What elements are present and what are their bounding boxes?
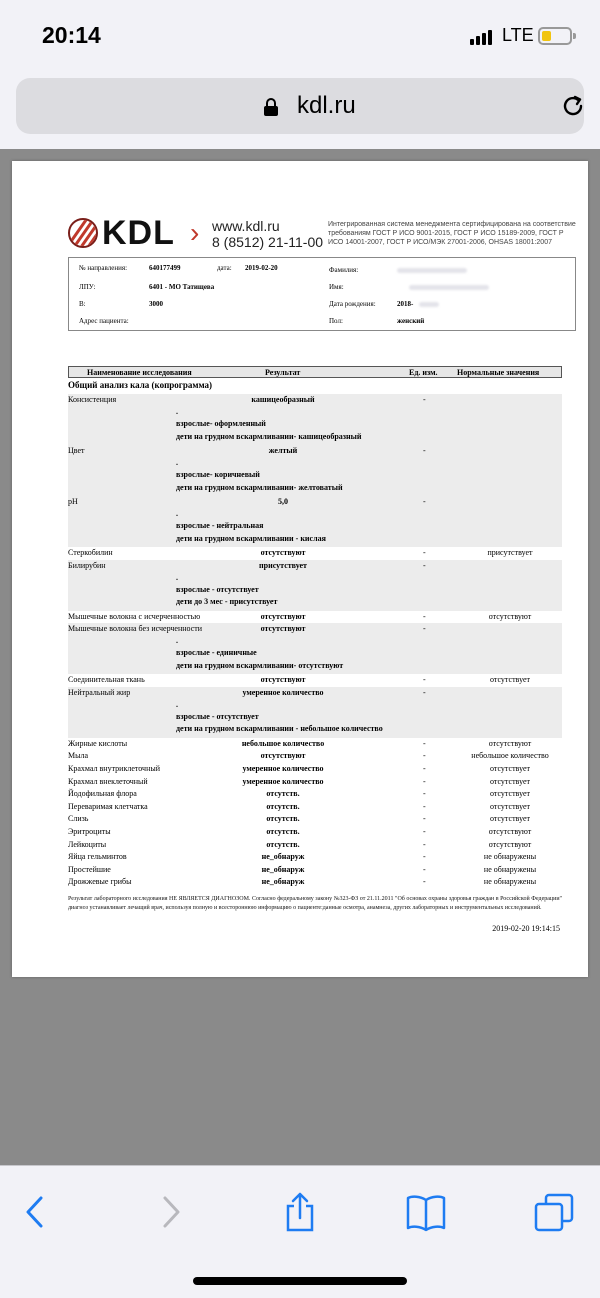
row-unit: - bbox=[423, 864, 426, 874]
row-sub-note: дети на грудном вскармливании - кислая bbox=[176, 533, 326, 543]
row-norm: отсутствуют bbox=[488, 611, 532, 621]
table-row bbox=[68, 611, 562, 624]
row-name: Соединительная ткань bbox=[68, 675, 145, 685]
home-indicator bbox=[193, 1277, 407, 1285]
row-sub-note: дети на грудном вскармливании- отсутствуют bbox=[176, 660, 344, 670]
pdf-page bbox=[12, 161, 588, 977]
row-sub-dot: . bbox=[176, 407, 178, 416]
col-unit: Ед. изм. bbox=[409, 368, 438, 377]
row-name: Мышечные волокна с исчерченностью bbox=[68, 611, 201, 621]
row-result: умеренное количество bbox=[242, 764, 324, 773]
site-url: www.kdl.ru bbox=[212, 218, 280, 234]
row-sub-note: взрослые- оформленный bbox=[176, 419, 266, 428]
table-row bbox=[68, 864, 562, 877]
row-unit: - bbox=[423, 738, 426, 748]
row-sub-note: дети на грудном вскармливании - небольшое количество bbox=[176, 724, 383, 734]
col-norm: Нормальные значения bbox=[457, 368, 540, 377]
battery-icon bbox=[538, 27, 572, 45]
row-sub-dot: . bbox=[176, 509, 178, 518]
chevron-icon: › bbox=[190, 217, 200, 248]
row-unit: - bbox=[423, 687, 426, 697]
row-unit: - bbox=[423, 395, 426, 404]
address-bar[interactable] bbox=[16, 78, 584, 134]
table-row bbox=[68, 750, 562, 763]
table-row bbox=[68, 394, 562, 445]
kdl-logo: KDL bbox=[68, 216, 216, 252]
row-unit: - bbox=[423, 764, 426, 773]
sex-value: женский bbox=[397, 317, 425, 325]
row-sub-note: взрослые - отсутствует bbox=[176, 584, 259, 594]
reload-icon[interactable] bbox=[560, 93, 586, 119]
row-result: умеренное количество bbox=[242, 687, 324, 697]
row-sub-dot: . bbox=[176, 699, 178, 709]
doctor-value: 3000 bbox=[149, 300, 163, 308]
table-row bbox=[68, 813, 562, 826]
redacted-birth bbox=[419, 302, 439, 307]
table-row bbox=[68, 547, 562, 560]
row-norm: отсутствуют bbox=[488, 839, 532, 849]
bookmarks-icon[interactable] bbox=[404, 1190, 448, 1234]
col-name: Наименование исследования bbox=[87, 368, 192, 377]
url-text: kdl.ru bbox=[297, 92, 356, 119]
table-row bbox=[68, 623, 562, 674]
logo-ball-icon bbox=[68, 218, 98, 248]
name-label: Имя: bbox=[329, 283, 344, 291]
table-row bbox=[68, 788, 562, 801]
row-unit: - bbox=[423, 814, 426, 824]
lpu-value: 6401 - МО Татищева bbox=[149, 283, 215, 291]
row-name: Консистенция bbox=[68, 395, 117, 404]
row-result: отсутствуют bbox=[260, 548, 306, 557]
row-norm: не обнаружены bbox=[483, 877, 537, 887]
table-row bbox=[68, 687, 562, 738]
row-unit: - bbox=[423, 751, 426, 761]
row-name: Мышечные волокна без исчерченности bbox=[68, 624, 203, 634]
row-result: отсутств. bbox=[266, 839, 300, 849]
sex-label: Пол: bbox=[329, 317, 343, 325]
row-sub-note: дети на грудном вскармливании- кашицеобразный bbox=[176, 431, 362, 441]
back-icon[interactable] bbox=[14, 1190, 58, 1234]
date-label: дата: bbox=[217, 264, 232, 272]
table-row bbox=[68, 776, 562, 789]
row-name: Стеркобилин bbox=[68, 548, 113, 557]
row-unit: - bbox=[423, 877, 426, 887]
row-name: pH bbox=[68, 497, 78, 506]
row-sub-dot: . bbox=[176, 458, 178, 467]
row-name: Жирные кислоты bbox=[68, 738, 128, 748]
row-sub-note: взрослые- коричневый bbox=[176, 470, 260, 479]
signal-icon bbox=[470, 29, 494, 45]
row-unit: - bbox=[423, 675, 426, 685]
table-row bbox=[68, 801, 562, 814]
row-unit: - bbox=[423, 611, 426, 621]
document-viewer[interactable] bbox=[0, 149, 600, 1165]
row-name: Йодофильная флора bbox=[68, 789, 137, 799]
row-name: Мыла bbox=[68, 751, 89, 761]
lpu-label: ЛПУ: bbox=[79, 283, 96, 291]
row-norm: не обнаружены bbox=[483, 864, 537, 874]
timestamp: 2019-02-20 19:14:15 bbox=[492, 924, 560, 933]
row-norm: отсутствуют bbox=[488, 827, 532, 836]
row-norm: отсутствует bbox=[489, 801, 531, 811]
network-label: LTE bbox=[502, 25, 534, 45]
row-norm: отсутствуют bbox=[488, 738, 532, 748]
row-result: желтый bbox=[268, 446, 298, 455]
table-row bbox=[68, 560, 562, 611]
row-unit: - bbox=[423, 446, 426, 455]
row-sub-note: дети на грудном вскармливании- желтоватый bbox=[176, 482, 343, 492]
row-norm: отсутствует bbox=[489, 814, 531, 824]
table-row bbox=[68, 839, 562, 852]
row-result: отсутств. bbox=[266, 789, 300, 799]
row-name: Эритроциты bbox=[68, 827, 111, 836]
row-result: кашицеобразный bbox=[251, 395, 315, 404]
row-result: умеренное количество bbox=[242, 776, 324, 786]
date-value: 2019-02-20 bbox=[245, 264, 278, 272]
row-result: отсутствуют bbox=[260, 675, 306, 685]
row-result: небольшое количество bbox=[241, 738, 325, 748]
disclaimer: Результат лабораторного исследования НЕ ЯВЛЯЕТСЯ ДИАГНОЗОМ. Согласно федеральному закону №323-ФЗ от 21.11.2011 "Об основах охраны здоровья граждан в Российской Федерации" диагноз устанавливает лечащий врач, используя полную и всестороннюю информацию о пациенте:данные осмотра, анамнеза, других лабораторных и инструментальных исследований. bbox=[68, 896, 562, 911]
row-unit: - bbox=[423, 560, 426, 570]
row-result: отсутств. bbox=[266, 801, 300, 811]
table-row bbox=[68, 826, 562, 839]
certification-text: Интегрированная система менеджмента сертифицирована на соответствие требованиям ГОСТ Р ИСО 9001-2015, ГОСТ Р ИСО 15189-2009, ГОСТ Р ИСО 14001-2007, ГОСТ Р ИСО/МЭК 27001-2006, OHSAS 18001:2007 bbox=[328, 221, 576, 246]
row-sub-note: взрослые - единичные bbox=[176, 648, 257, 658]
row-unit: - bbox=[423, 497, 426, 506]
redacted-surname bbox=[397, 268, 467, 273]
row-result: отсутствуют bbox=[260, 624, 306, 634]
row-norm: отсутствует bbox=[489, 776, 531, 786]
row-sub-note: взрослые - отсутствует bbox=[176, 711, 259, 721]
row-name: Простейшие bbox=[68, 864, 111, 874]
row-result: 5,0 bbox=[278, 497, 288, 506]
row-unit: - bbox=[423, 789, 426, 799]
table-row bbox=[68, 674, 562, 687]
redacted-name bbox=[409, 285, 489, 290]
row-result: не_обнаруж bbox=[261, 864, 305, 874]
table-row bbox=[68, 851, 562, 864]
lock-icon bbox=[264, 98, 278, 116]
row-result: не_обнаруж bbox=[261, 852, 305, 862]
row-unit: - bbox=[423, 776, 426, 786]
status-bar bbox=[0, 0, 600, 70]
row-norm: отсутствует bbox=[489, 789, 531, 799]
row-norm: небольшое количество bbox=[471, 751, 549, 761]
table-header bbox=[68, 366, 562, 378]
referral-label: № направления: bbox=[79, 264, 128, 272]
row-unit: - bbox=[423, 827, 426, 836]
row-result: отсутствуют bbox=[260, 611, 306, 621]
table-row bbox=[68, 445, 562, 496]
row-name: Крахмал внеклеточный bbox=[68, 776, 148, 786]
row-name: Переваримая клетчатка bbox=[68, 801, 148, 811]
row-sub-note: дети до 3 мес - присутствует bbox=[176, 597, 278, 607]
tabs-icon[interactable] bbox=[532, 1190, 576, 1234]
section-title: Общий анализ кала (копрограмма) bbox=[68, 380, 213, 390]
row-norm: отсутствует bbox=[489, 675, 531, 685]
table-row bbox=[68, 876, 562, 889]
row-name: Слизь bbox=[68, 814, 89, 824]
referral-value: 640177499 bbox=[149, 264, 181, 272]
patient-info bbox=[68, 257, 576, 331]
row-unit: - bbox=[423, 839, 426, 849]
address-label: Адрес пациента: bbox=[79, 317, 129, 325]
table-row bbox=[68, 496, 562, 547]
row-norm: отсутствует bbox=[489, 764, 531, 773]
row-result: отсутств. bbox=[266, 814, 300, 824]
phone-number: 8 (8512) 21-11-00 bbox=[212, 234, 324, 250]
share-icon[interactable] bbox=[278, 1190, 322, 1234]
row-sub-dot: . bbox=[176, 636, 178, 646]
col-result: Результат bbox=[265, 368, 301, 377]
table-row bbox=[68, 763, 562, 776]
row-name: Билирубин bbox=[68, 560, 106, 570]
row-unit: - bbox=[423, 852, 426, 862]
row-result: не_обнаруж bbox=[261, 877, 305, 887]
row-name: Дрожжевые грибы bbox=[68, 877, 132, 887]
row-unit: - bbox=[423, 548, 426, 557]
row-result: отсутств. bbox=[266, 827, 300, 836]
row-result: присутствует bbox=[259, 560, 307, 570]
row-name: Крахмал внутриклеточный bbox=[68, 764, 161, 773]
forward-icon[interactable] bbox=[148, 1190, 192, 1234]
doctor-label: В: bbox=[79, 300, 86, 308]
row-sub-note: взрослые - нейтральная bbox=[176, 521, 264, 530]
row-name: Лейкоциты bbox=[68, 839, 107, 849]
birth-label: Дата рождения: bbox=[329, 300, 376, 308]
birth-value: 2018- bbox=[397, 300, 414, 308]
row-unit: - bbox=[423, 801, 426, 811]
row-name: Нейтральный жир bbox=[68, 687, 131, 697]
row-norm: не обнаружены bbox=[483, 852, 537, 862]
clock: 20:14 bbox=[42, 22, 101, 48]
table-row bbox=[68, 738, 562, 751]
surname-label: Фамилия: bbox=[329, 266, 359, 274]
row-norm: присутствует bbox=[487, 548, 533, 557]
row-sub-dot: . bbox=[176, 572, 178, 582]
row-unit: - bbox=[423, 624, 426, 634]
row-name: Цвет bbox=[68, 446, 85, 455]
row-result: отсутствуют bbox=[260, 751, 306, 761]
row-name: Яйца гельминтов bbox=[68, 852, 127, 862]
